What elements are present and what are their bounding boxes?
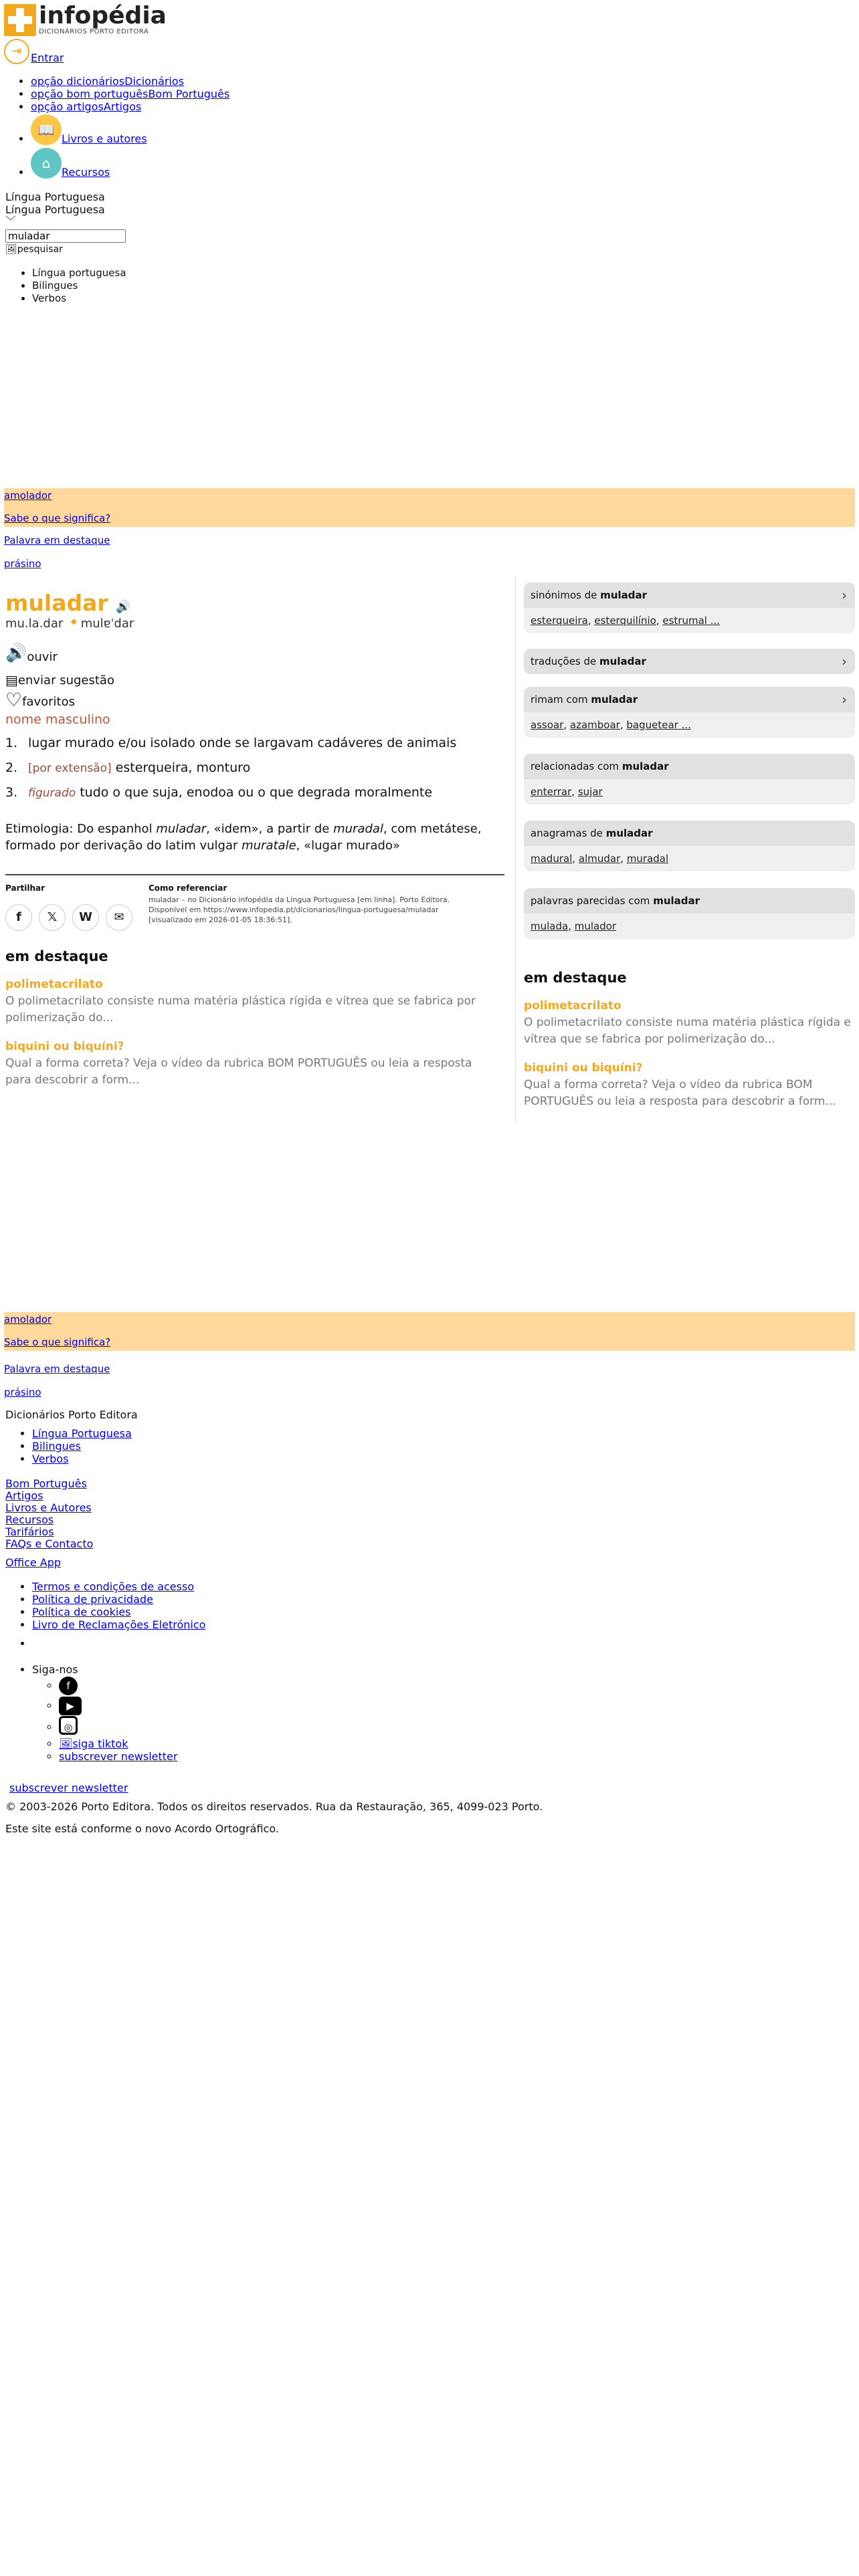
- social-item[interactable]: [59, 1716, 177, 1737]
- nav-bom-portugues-label: Bom Português: [148, 88, 230, 100]
- nav-dicionarios-label: Dicionários: [124, 75, 185, 88]
- listen-label: ouvir: [27, 649, 58, 664]
- highlight-title-link[interactable]: polimetacrilato: [524, 999, 622, 1012]
- legal-item[interactable]: [32, 1593, 205, 1606]
- related-panel: relacionadas com muladar enterrar, sujar: [524, 754, 855, 804]
- social-item[interactable]: [59, 1676, 177, 1696]
- footer-dict-item[interactable]: [32, 1453, 132, 1465]
- search-input[interactable]: [5, 229, 126, 243]
- highlights-title: em destaque: [5, 948, 108, 964]
- featured-word-value[interactable]: prásino: [4, 1386, 41, 1398]
- panel-word: muladar: [622, 760, 669, 772]
- legal-item[interactable]: [32, 1618, 205, 1631]
- legal-link[interactable]: Política de cookies: [32, 1606, 131, 1618]
- panel-word: muladar: [599, 655, 646, 667]
- footer-dict-item[interactable]: [32, 1427, 132, 1440]
- related-link[interactable]: enterrar: [531, 786, 572, 798]
- main-nav: [4, 75, 229, 179]
- logo-subtitle: DICIONÁRIOS PORTO EDITORA: [39, 28, 149, 35]
- legal-item[interactable]: [32, 1580, 205, 1593]
- promo-question-link[interactable]: Sabe o que significa?: [4, 512, 111, 524]
- social-item[interactable]: [59, 1737, 177, 1750]
- footer-link[interactable]: Artigos: [5, 1489, 43, 1502]
- nav-item-bom-portugues[interactable]: [31, 88, 229, 100]
- translations-panel-header[interactable]: [524, 649, 855, 674]
- definition-number: 3.: [5, 785, 18, 800]
- speaker-icon[interactable]: 🔊: [116, 600, 131, 614]
- nav-recursos-label[interactable]: Recursos: [62, 166, 110, 179]
- favorites-button[interactable]: [5, 691, 75, 710]
- login-link[interactable]: [4, 39, 64, 64]
- legal-link[interactable]: Política de privacidade: [32, 1593, 153, 1606]
- share-title: Partilhar: [5, 883, 45, 893]
- tiktok-label: siga tiktok: [72, 1737, 128, 1750]
- chevron-right-icon[interactable]: ›: [842, 691, 847, 708]
- footer-dict-item[interactable]: [32, 1440, 132, 1453]
- dicionarios-option-image: opção dicionários: [31, 75, 125, 88]
- suggest-label: enviar sugestão: [17, 673, 114, 688]
- follow-label: Siga-nos: [32, 1663, 78, 1676]
- more-link[interactable]: ...: [706, 615, 721, 627]
- copyright: © 2003-2026 Porto Editora. Todos os direitos reservados. Rua da Restauração, 365, 4099-023 Porto.: [5, 1800, 543, 1813]
- newsletter-link-standalone[interactable]: subscrever newsletter: [9, 1782, 128, 1794]
- anagram-link[interactable]: madural: [531, 853, 573, 865]
- phonetic-marker-icon: ◆: [70, 617, 77, 626]
- definition-item: [5, 736, 456, 751]
- featured-word-link[interactable]: Palavra em destaque: [4, 1363, 110, 1375]
- nav-item-dicionarios[interactable]: [31, 75, 229, 88]
- chevron-down-icon[interactable]: ﹀: [5, 215, 17, 227]
- highlight-title-link[interactable]: biquini ou biquíni?: [5, 1040, 124, 1053]
- dict-option[interactable]: • Verbos: [32, 292, 126, 305]
- search-button[interactable]: [5, 244, 63, 255]
- highlight-text: Qual a forma correta? Veja o vídeo da rubrica BOM PORTUGUÊS ou leia a resposta para descobrir a form...: [524, 1078, 836, 1108]
- search-button-label: pesquisar: [17, 244, 63, 255]
- footer-brand: Dicionários Porto Editora: [5, 1408, 138, 1421]
- books-icon: 📖: [31, 114, 62, 145]
- etym-word: muratale: [242, 839, 296, 853]
- etym-text: , «lugar murado»: [296, 839, 400, 853]
- panel-word: muladar: [591, 693, 638, 706]
- nav-item-livros[interactable]: [31, 114, 229, 145]
- search-icon: 🖼: [5, 244, 17, 255]
- entry-pronunciation: [5, 617, 134, 631]
- footer-legal: [5, 1580, 205, 1631]
- definition-item: [5, 760, 250, 776]
- tiktok-icon: 🖼: [59, 1737, 73, 1750]
- definition-text: lugar murado e/ou isolado onde se largavam cadáveres de animais: [28, 736, 457, 750]
- x-twitter-icon[interactable]: 𝕏: [39, 904, 66, 931]
- footer-dict-link[interactable]: Língua Portuguesa: [32, 1427, 132, 1440]
- share-buttons: [5, 904, 132, 931]
- chevron-right-icon[interactable]: ›: [842, 587, 847, 603]
- chevron-right-icon[interactable]: ›: [842, 653, 847, 669]
- dictionary-select-value[interactable]: Língua Portuguesa: [5, 191, 105, 203]
- synonym-link[interactable]: esterqueira: [531, 615, 588, 627]
- dict-option[interactable]: • Língua portuguesa: [32, 267, 126, 280]
- similar-words-panel: palavras parecidas com muladar mulada, mulador: [524, 888, 855, 939]
- highlight-text: O polimetacrilato consiste numa matéria plástica rígida e vítrea que se fabrica por polimerização do...: [524, 1016, 851, 1046]
- featured-word-value[interactable]: prásino: [4, 558, 41, 570]
- rhymes-panel: rimam com muladar › assoar, azamboar, baguetear ...: [524, 687, 855, 738]
- definition-text: esterqueira, monturo: [111, 760, 251, 775]
- more-link[interactable]: ...: [678, 719, 691, 731]
- logo-plus-icon: [4, 4, 36, 36]
- rhymes-panel-header[interactable]: [524, 687, 855, 712]
- etym-word: muladar: [156, 822, 207, 836]
- favorites-label: favoritos: [22, 695, 75, 710]
- suggest-button[interactable]: [5, 672, 114, 688]
- panel-label: relacionadas com: [531, 760, 622, 772]
- footer-empty-item: [5, 1637, 32, 1650]
- bom-portugues-option-image: opção bom português: [31, 88, 149, 100]
- facebook-icon[interactable]: f: [59, 1677, 78, 1695]
- site-logo[interactable]: [4, 4, 167, 36]
- instagram-icon[interactable]: ◎: [59, 1716, 78, 1735]
- grammar-class: nome masculino: [5, 712, 110, 727]
- column-separator: [515, 575, 516, 1123]
- synonyms-panel: sinónimos de muladar › esterqueira, esterquilínio, estrumal ...: [524, 582, 855, 633]
- resources-icon: ⌂: [31, 148, 62, 179]
- follow-us: [32, 1663, 177, 1763]
- speaker-icon: 🔊: [5, 643, 27, 663]
- synonym-link[interactable]: estrumal: [662, 615, 707, 627]
- etymology: [5, 821, 527, 854]
- similar-word-link[interactable]: mulador: [574, 920, 617, 932]
- synonyms-panel-header[interactable]: [524, 582, 855, 608]
- translations-panel: [524, 649, 855, 674]
- highlights-title-right: em destaque: [524, 970, 627, 986]
- promo-word-link[interactable]: amolador: [4, 490, 52, 502]
- panel-word: muladar: [600, 589, 648, 601]
- facebook-icon[interactable]: f: [5, 904, 32, 931]
- social-item[interactable]: [59, 1750, 177, 1763]
- panel-label: rimam com: [531, 693, 591, 706]
- rhyme-link[interactable]: assoar: [531, 719, 564, 731]
- office-app-link[interactable]: Office App: [5, 1556, 62, 1569]
- related-panel-header: [524, 754, 855, 779]
- highlight-text: O polimetacrilato consiste numa matéria plástica rígida e vítrea que se fabrica por polimerização do...: [5, 994, 476, 1025]
- dictionary-select-label: Língua Portuguesa: [5, 203, 105, 216]
- featured-word-link[interactable]: Palavra em destaque: [4, 534, 110, 546]
- newsletter-link[interactable]: subscrever newsletter: [59, 1750, 178, 1763]
- panel-label: anagramas de: [531, 827, 606, 839]
- etym-text: , com metátese, formado por derivação do latim vulgar: [5, 822, 482, 853]
- social-item[interactable]: [59, 1696, 177, 1716]
- logo-name: infopédia: [39, 2, 167, 29]
- panel-word: muladar: [653, 895, 700, 907]
- reference-body: muladar – no Dicionário infopédia da Língua Portuguesa [em linha]. Porto Editora. Disponível em https://www.infopedia.pt/dicionarios/lingua-portuguesa/muladar [visualizado em 2026-01-05 18:36:51].: [149, 895, 450, 924]
- footer-link[interactable]: Bom Português: [5, 1477, 87, 1490]
- legal-item[interactable]: [32, 1606, 205, 1618]
- footer-links: [5, 1478, 93, 1550]
- legal-link[interactable]: Livro de Reclamações Eletrónico: [32, 1618, 206, 1631]
- footer-dict-link[interactable]: Verbos: [32, 1453, 69, 1465]
- related-link[interactable]: sujar: [577, 786, 603, 798]
- footer-link[interactable]: Tarifários: [5, 1525, 54, 1538]
- youtube-icon[interactable]: ▶: [59, 1697, 82, 1715]
- footer-dict-link[interactable]: Bilingues: [32, 1440, 81, 1453]
- listen-button[interactable]: [5, 643, 58, 664]
- login-icon: ⇥: [4, 39, 29, 64]
- etym-text: Etimologia: Do espanhol: [5, 822, 157, 836]
- panel-label: palavras parecidas com: [531, 895, 654, 907]
- etym-text: , «idem», a partir de: [206, 822, 334, 836]
- phonetic: mulɐˈdar: [80, 617, 134, 631]
- dictionary-options: [5, 267, 126, 305]
- nav-item-artigos[interactable]: [31, 100, 229, 113]
- entry-word-text: muladar: [5, 590, 108, 616]
- heart-icon: ♡: [5, 689, 23, 711]
- synonym-link[interactable]: esterquilínio: [594, 615, 656, 627]
- similar-words-panel-header: [524, 888, 855, 914]
- legal-link[interactable]: Termos e condições de acesso: [32, 1580, 195, 1593]
- highlight-text: Qual a forma correta? Veja o vídeo da rubrica BOM PORTUGUÊS ou leia a resposta para descobrir a form...: [5, 1057, 472, 1087]
- entry-word: [5, 590, 131, 617]
- login-label[interactable]: Entrar: [31, 51, 64, 64]
- anagram-link[interactable]: muradal: [626, 853, 669, 865]
- definition-tag: figurado: [28, 786, 76, 800]
- panel-label: traduções de: [531, 655, 600, 667]
- anagrams-panel: anagramas de muladar madural, almudar, muradal: [524, 821, 855, 871]
- divider: [5, 874, 504, 875]
- orthography-note: Este site está conforme o novo Acordo Ortográfico.: [5, 1822, 279, 1835]
- definition-text: tudo o que suja, enodoa ou o que degrada moralmente: [76, 785, 433, 800]
- highlight-title-link[interactable]: polimetacrilato: [5, 978, 103, 991]
- footer-dictionaries: [5, 1427, 132, 1465]
- footer-link[interactable]: FAQs e Contacto: [5, 1537, 94, 1550]
- definition-number: 1.: [5, 736, 18, 750]
- highlight-title-link[interactable]: biquini ou biquíni?: [524, 1061, 643, 1075]
- rhyme-link[interactable]: baguetear: [626, 719, 678, 731]
- nav-item-recursos[interactable]: [31, 148, 229, 179]
- syllables: mu.la.dar: [5, 617, 64, 631]
- reference-title: Como referenciar: [149, 883, 227, 893]
- nav-livros-label[interactable]: Livros e autores: [62, 132, 147, 145]
- panel-label: sinónimos de: [531, 589, 601, 601]
- footer-link[interactable]: Recursos: [5, 1513, 54, 1526]
- definition-item: [5, 785, 432, 800]
- similar-word-link[interactable]: mulada: [531, 920, 569, 932]
- promo-banner: [4, 488, 855, 527]
- anagram-link[interactable]: almudar: [578, 853, 621, 865]
- anagrams-panel-header: [524, 821, 855, 846]
- promo-banner-bottom: [4, 1312, 855, 1351]
- rhyme-link[interactable]: azamboar: [569, 719, 620, 731]
- promo-question-link[interactable]: Sabe o que significa?: [4, 1336, 111, 1348]
- message-icon: ▤: [5, 672, 18, 688]
- tiktok-link[interactable]: [59, 1737, 128, 1750]
- email-icon[interactable]: ✉: [106, 904, 132, 931]
- promo-word-link[interactable]: amolador: [4, 1313, 52, 1325]
- definition-tag: [por extensão]: [28, 762, 112, 775]
- nav-artigos-label: Artigos: [103, 100, 142, 113]
- panel-word: muladar: [605, 827, 653, 839]
- dict-option[interactable]: • Bilingues: [32, 280, 126, 292]
- whatsapp-icon[interactable]: W: [72, 904, 99, 931]
- definition-number: 2.: [5, 760, 18, 775]
- footer-link[interactable]: Livros e Autores: [5, 1501, 92, 1514]
- footer-social: [5, 1663, 177, 1763]
- etym-word: muradal: [333, 822, 383, 836]
- artigos-option-image: opção artigos: [31, 100, 104, 113]
